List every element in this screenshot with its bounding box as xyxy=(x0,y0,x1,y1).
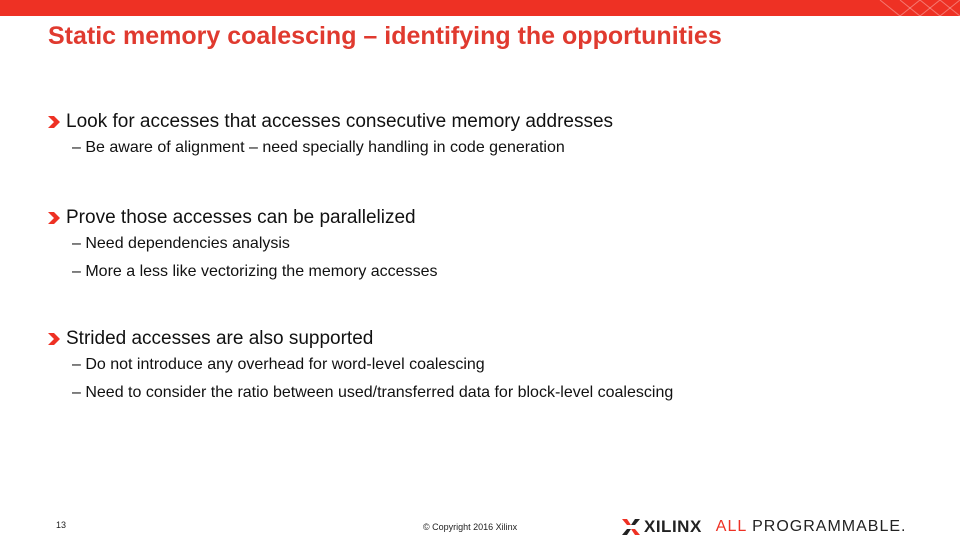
xilinx-logo-icon xyxy=(622,519,640,535)
bullet-text: Strided accesses are also supported xyxy=(66,328,374,349)
copyright-text: © Copyright 2016 Xilinx xyxy=(423,522,518,532)
tagline-rest: PROGRAMMABLE. xyxy=(752,518,907,535)
slide-content xyxy=(48,110,928,407)
brand-tagline xyxy=(716,518,907,536)
sub-bullet-text: – More a less like vectorizing the memory accesses xyxy=(72,263,438,280)
brand-name: XILINX xyxy=(644,517,702,536)
tagline-accent: ALL xyxy=(715,518,747,535)
chevron-right-icon xyxy=(48,332,66,346)
bullet-text: Look for accesses that accesses consecutive memory addresses xyxy=(66,111,614,132)
header-pattern xyxy=(0,0,960,16)
sub-bullet-text: – Need dependencies analysis xyxy=(72,235,290,252)
page-number: 13 xyxy=(56,520,67,530)
bullet-item xyxy=(48,206,928,286)
chevron-right-icon xyxy=(48,115,66,129)
sub-bullet-text: – Need to consider the ratio between used/transferred data for block-level coalescing xyxy=(72,384,674,401)
sub-bullet-text: – Do not introduce any overhead for word-level coalescing xyxy=(72,356,485,373)
slide-title: Static memory coalescing – identifying the opportunities xyxy=(48,22,722,50)
header-band xyxy=(0,0,960,16)
bullet-item xyxy=(48,327,928,407)
sub-bullet-text: – Be aware of alignment – need specially handling in code generation xyxy=(72,139,565,156)
chevron-right-icon xyxy=(48,211,66,225)
bullet-text: Prove those accesses can be parallelized xyxy=(66,207,416,228)
bullet-item xyxy=(48,110,928,162)
brand-logo xyxy=(622,516,906,538)
